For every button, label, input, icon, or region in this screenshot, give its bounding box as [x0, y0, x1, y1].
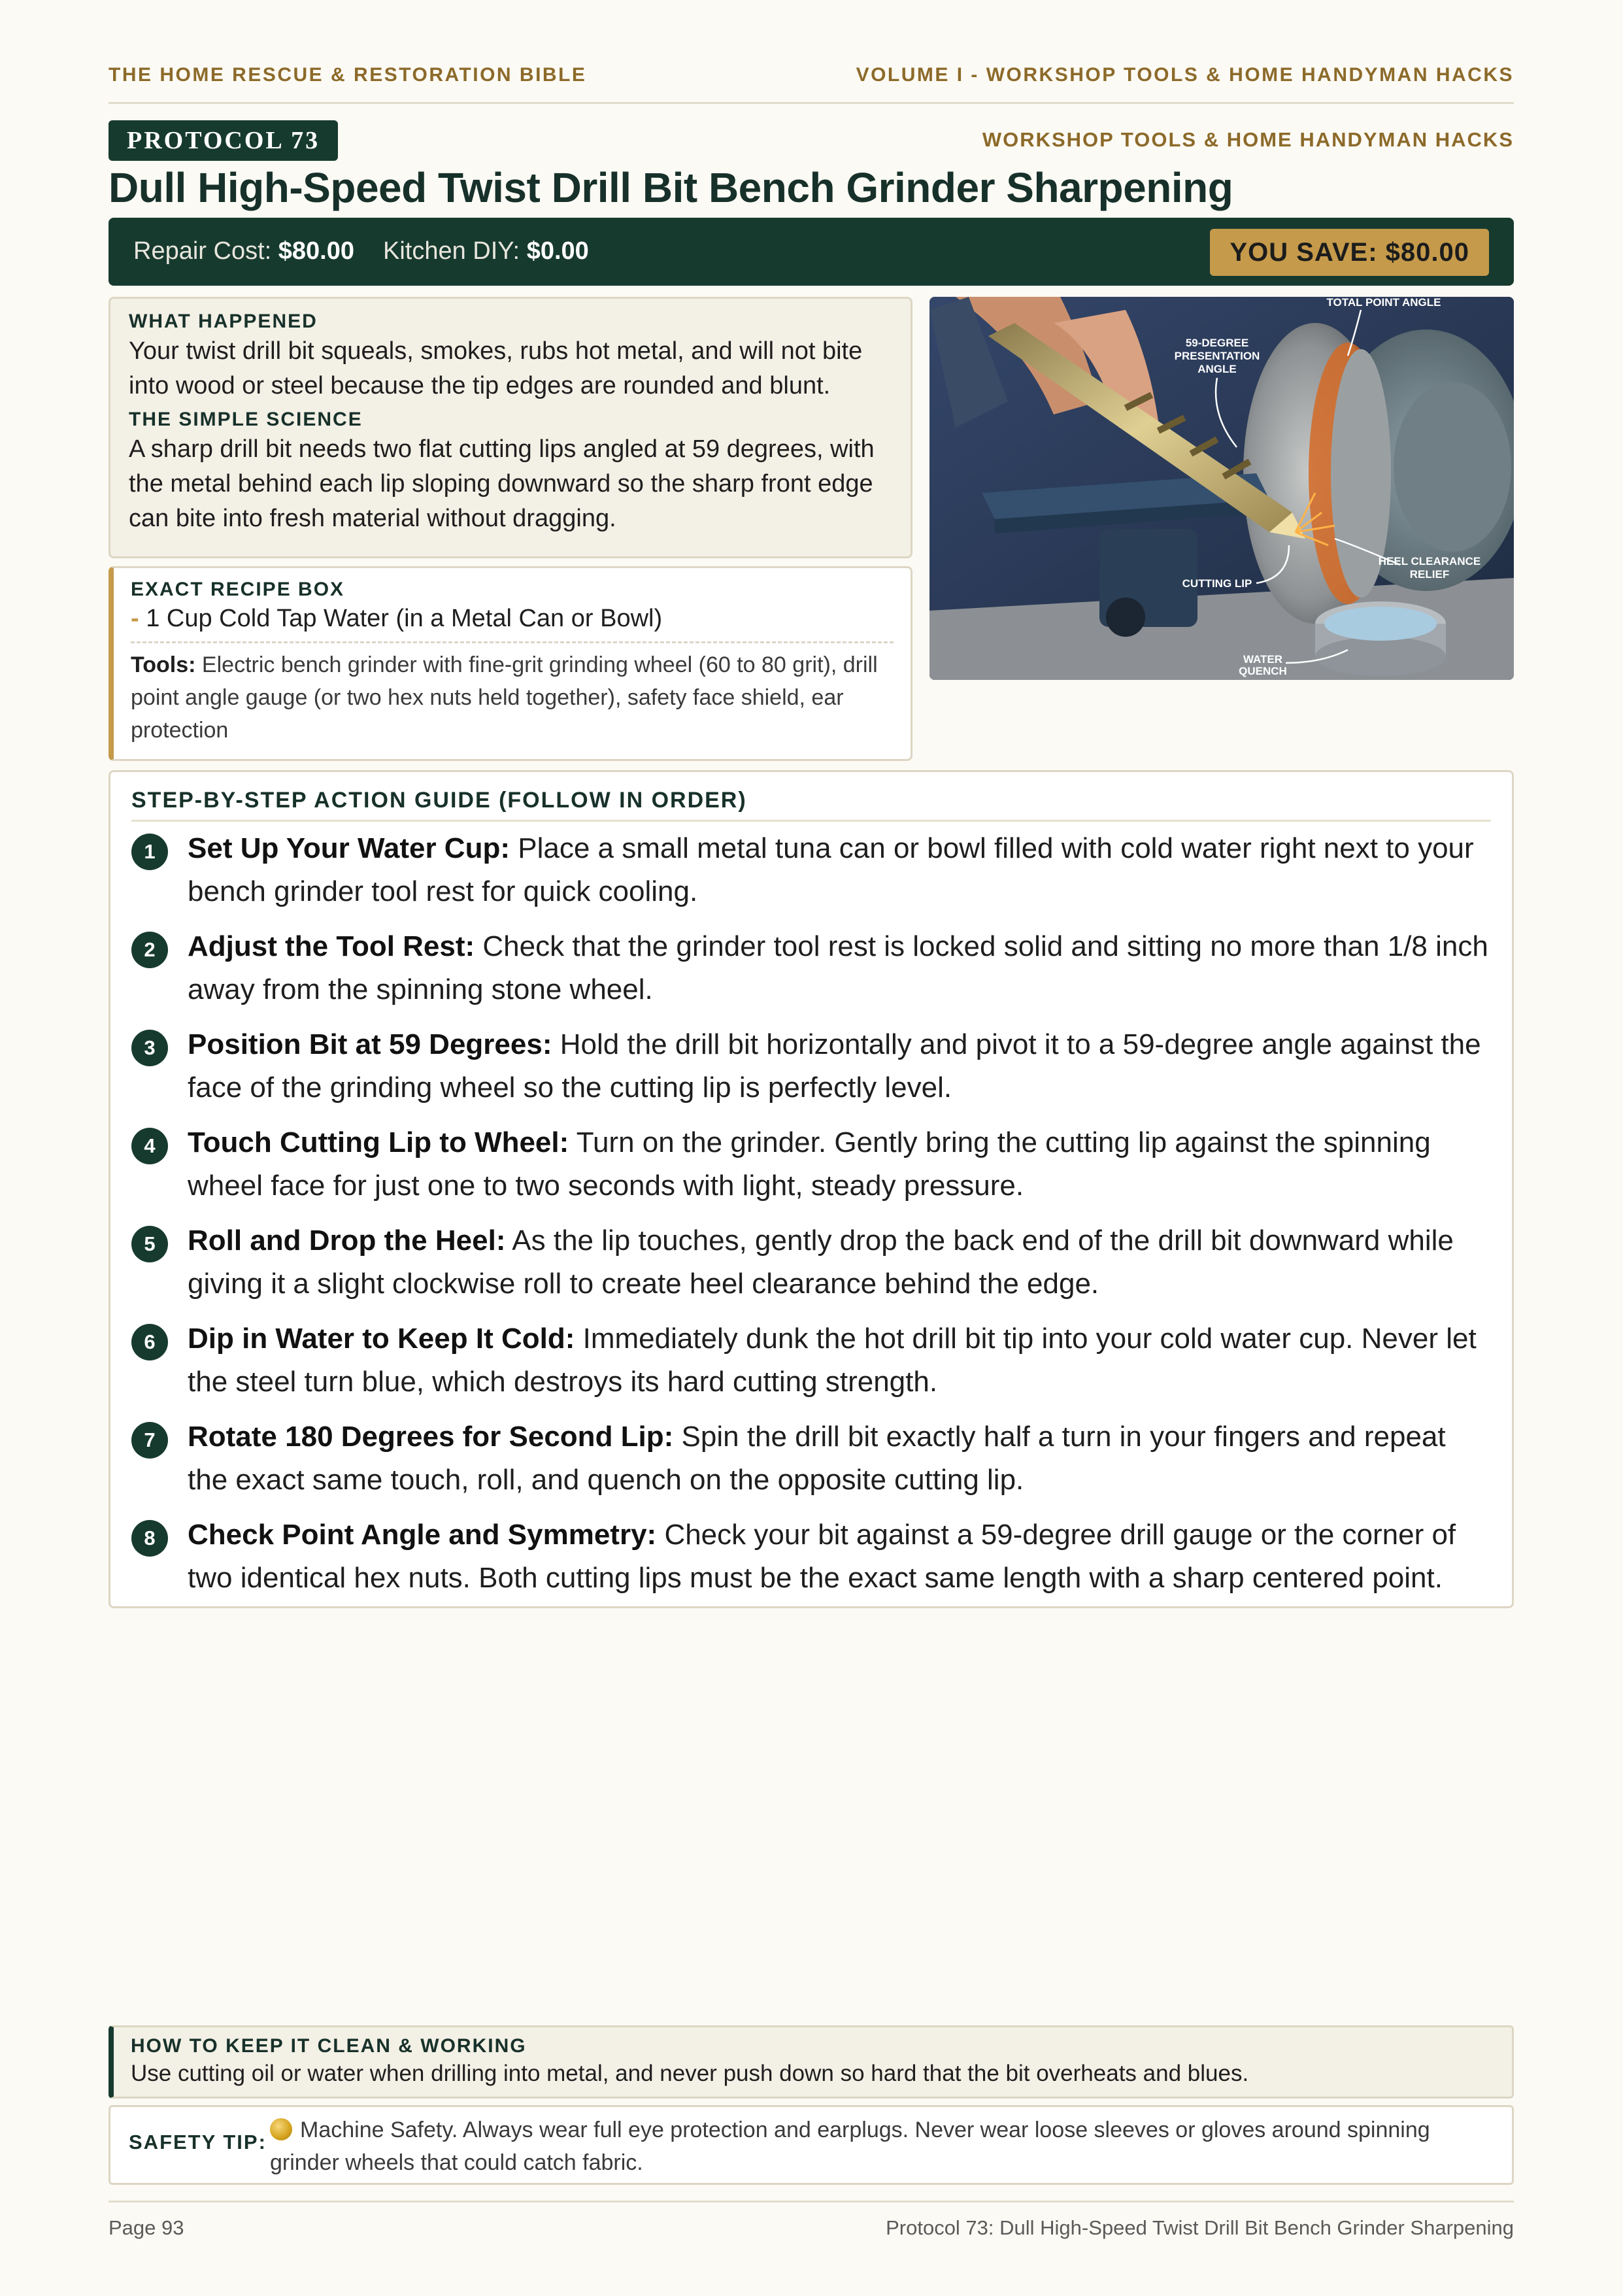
repair-cost: Repair Cost: $80.00	[133, 237, 354, 265]
grinder-illustration	[929, 297, 1514, 680]
warning-dot-icon	[270, 2118, 292, 2140]
steps-box	[109, 770, 1514, 1608]
step-title: Set Up Your Water Cup:	[188, 832, 510, 864]
page-number: Page 93	[109, 2216, 184, 2239]
tools-line	[131, 649, 894, 747]
footer-protocol-title: Protocol 73: Dull High-Speed Twist Drill Bit Bench Grinder Sharpening	[886, 2216, 1514, 2239]
safety-label: SAFETY TIP:	[129, 2131, 267, 2153]
science-label: THE SIMPLE SCIENCE	[129, 409, 363, 430]
document-page	[109, 0, 1514, 2296]
callout-presentation-line3: ANGLE	[1197, 363, 1237, 375]
running-header	[109, 64, 1514, 86]
tools-label: Tools:	[131, 652, 196, 677]
what-happened-text: Your twist drill bit squeals, smokes, rubs hot metal, and will not bite into wood or steel because the tip edges are rounded and blunt.	[129, 337, 863, 399]
step-title: Roll and Drop the Heel:	[188, 1224, 506, 1257]
grinder-illustration-svg	[929, 297, 1514, 680]
step-text: Turn on the grinder. Gently bring the cutting lip against the spinning wheel face for just one to two seconds with light, steady pressure.	[188, 1126, 1431, 1202]
cost-bar	[109, 218, 1514, 286]
step-text: Hold the drill bit horizontally and pivot it to a 59-degree angle against the face of the grinding wheel so the cutting lip is perfectly level.	[188, 1028, 1481, 1104]
step-text: Spin the drill bit exactly half a turn in your fingers and repeat the exact same touch, roll, and quench on the opposite cutting lip.	[188, 1421, 1446, 1496]
callout-heel-line2: RELIEF	[1409, 568, 1450, 581]
step-title: Rotate 180 Degrees for Second Lip:	[188, 1421, 674, 1453]
what-happened-label: WHAT HAPPENED	[129, 311, 318, 332]
recipe-label: EXACT RECIPE BOX	[131, 579, 345, 600]
recipe-box	[109, 566, 912, 761]
step-text: Check that the grinder tool rest is locked solid and sitting no more than 1/8 inch away from the spinning stone wheel.	[188, 930, 1488, 1005]
step-text: Immediately dunk the hot drill bit tip into your cold water cup. Never let the steel turn blue, which destroys its hard cutting strength.	[188, 1323, 1477, 1398]
step-item	[131, 1023, 1491, 1109]
step-item	[131, 925, 1491, 1011]
step-number: 3	[131, 1030, 168, 1066]
step-title: Position Bit at 59 Degrees:	[188, 1028, 552, 1060]
maintenance-label: HOW TO KEEP IT CLEAN & WORKING	[131, 2035, 527, 2057]
step-item	[131, 1121, 1491, 1207]
step-item	[131, 1317, 1491, 1404]
step-number: 7	[131, 1422, 168, 1459]
footer-divider	[109, 2201, 1514, 2203]
protocol-category: WORKSHOP TOOLS & HOME HANDYMAN HACKS	[982, 128, 1514, 151]
step-item	[131, 1415, 1491, 1502]
callout-cutting-lip: CUTTING LIP	[1182, 577, 1252, 590]
step-number: 8	[131, 1520, 168, 1557]
step-title: Touch Cutting Lip to Wheel:	[188, 1126, 569, 1158]
maintenance-text: Use cutting oil or water when drilling into metal, and never push down so hard that the bit overheats and blues.	[131, 2061, 1249, 2086]
cost-summary	[133, 237, 589, 265]
diy-cost: Kitchen DIY: $0.00	[383, 237, 589, 265]
diy-cost-value: $0.00	[526, 237, 589, 265]
recipe-dash: -	[131, 605, 139, 632]
safety-box	[109, 2105, 1514, 2185]
recipe-item	[131, 602, 894, 635]
callout-heel-line1: HEEL CLEARANCE	[1378, 555, 1481, 567]
science-text: A sharp drill bit needs two flat cutting lips angled at 59 degrees, with the metal behind each lip sloping downward so the sharp front edge can bite into fresh material without dragging.	[129, 435, 875, 532]
protocol-badge: PROTOCOL 73	[109, 120, 338, 161]
step-number: 1	[131, 834, 168, 870]
step-title: Dip in Water to Keep It Cold:	[188, 1323, 575, 1355]
what-happened-box	[109, 297, 912, 558]
step-item	[131, 827, 1491, 913]
step-text: Place a small metal tuna can or bowl filled with cold water right next to your bench grinder tool rest for quick cooling.	[188, 832, 1474, 907]
steps-list	[131, 827, 1491, 1600]
step-number: 4	[131, 1128, 168, 1164]
recipe-divider	[131, 641, 894, 643]
step-number: 5	[131, 1226, 168, 1262]
tools-text: Electric bench grinder with fine-grit grinding wheel (60 to 80 grit), drill point angle gauge (or two hex nuts held together), safety face shield, ear protection	[131, 652, 878, 743]
protocol-row	[109, 120, 1514, 161]
step-item	[131, 1219, 1491, 1306]
step-title: Adjust the Tool Rest:	[188, 930, 475, 962]
step-text: Check your bit against a 59-degree drill gauge or the corner of two identical hex nuts. Both cutting lips must be the exact same length with a sharp centered point.	[188, 1519, 1456, 1594]
step-item	[131, 1513, 1491, 1600]
savings-badge: YOU SAVE: $80.00	[1210, 229, 1489, 276]
callout-total-point-angle: TOTAL POINT ANGLE	[1326, 297, 1441, 309]
step-text: As the lip touches, gently drop the back end of the drill bit downward while giving it a slight clockwise roll to create heel clearance behind the edge.	[188, 1224, 1454, 1300]
callout-presentation-line1: 59-DEGREE	[1185, 337, 1249, 349]
step-title: Check Point Angle and Symmetry:	[188, 1519, 657, 1551]
book-title: THE HOME RESCUE & RESTORATION BIBLE	[109, 64, 587, 86]
steps-divider	[131, 820, 1491, 822]
recipe-item-text: 1 Cup Cold Tap Water (in a Metal Can or Bowl)	[146, 605, 663, 632]
callout-water-line1: WATER	[1243, 653, 1283, 666]
step-number: 6	[131, 1324, 168, 1360]
repair-cost-value: $80.00	[278, 237, 354, 265]
callout-water-line2: QUENCH	[1239, 665, 1287, 677]
volume-title: VOLUME I - WORKSHOP TOOLS & HOME HANDYMAN HACKS	[856, 64, 1514, 86]
safety-text: Machine Safety. Always wear full eye protection and earplugs. Never wear loose sleeves or gloves around spinning grinder wheels that could catch fabric.	[270, 2118, 1430, 2175]
steps-label: STEP-BY-STEP ACTION GUIDE (FOLLOW IN ORDER)	[131, 788, 747, 813]
header-divider	[109, 102, 1514, 104]
page-title: Dull High-Speed Twist Drill Bit Bench Grinder Sharpening	[109, 164, 1233, 211]
step-number: 2	[131, 932, 168, 968]
callout-presentation-line2: PRESENTATION	[1174, 350, 1260, 362]
maintenance-box	[109, 2025, 1514, 2099]
